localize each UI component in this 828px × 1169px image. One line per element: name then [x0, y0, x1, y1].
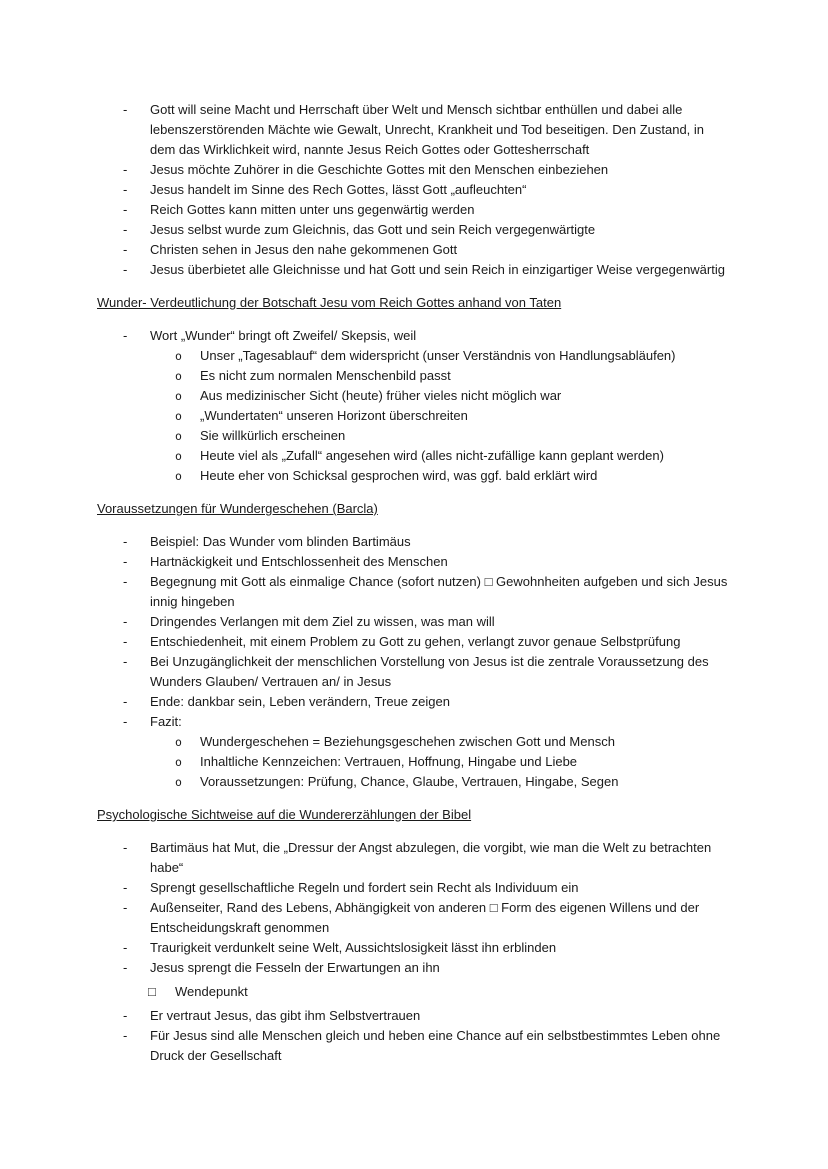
item-text: Sprengt gesellschaftliche Regeln und fordert sein Recht als Individuum ein: [150, 880, 579, 895]
item-text: Christen sehen in Jesus den nahe gekommenen Gott: [150, 242, 458, 257]
list-item: [97, 346, 730, 366]
bullet-marker: -: [123, 654, 128, 669]
item-text: Reich Gottes kann mitten unter uns gegenwärtig werden: [150, 202, 475, 217]
list-item: [97, 982, 730, 1002]
bullet-marker: -: [123, 162, 128, 177]
list-item: [97, 386, 730, 406]
list-item: [97, 838, 730, 878]
list-item: [97, 938, 730, 958]
item-text: Unser „Tagesablauf“ dem widerspricht (unser Verständnis von Handlungsabläufen): [200, 348, 676, 363]
item-text: Bartimäus hat Mut, die „Dressur der Angst abzulegen, die vorgibt, wie man die Welt zu betrachten habe“: [150, 840, 712, 875]
list-item: [97, 652, 730, 692]
item-text: Außenseiter, Rand des Lebens, Abhängigkeit von anderen □ Form des eigenen Willens und der Entscheidungskraft genommen: [150, 900, 700, 935]
bullet-marker: o: [175, 735, 182, 749]
list-item: [97, 532, 730, 552]
list-item: [97, 200, 730, 220]
list-item: [97, 220, 730, 240]
item-text: Jesus sprengt die Fesseln der Erwartungen an ihn: [150, 960, 440, 975]
list-item: [97, 260, 730, 280]
item-text: Ende: dankbar sein, Leben verändern, Treue zeigen: [150, 694, 450, 709]
list-item: [97, 160, 730, 180]
section-heading: [97, 499, 730, 519]
bullet-marker: -: [123, 694, 128, 709]
list-item: [97, 446, 730, 466]
list-item: [97, 1006, 730, 1026]
item-text: Jesus überbietet alle Gleichnisse und hat Gott und sein Reich in einzigartiger Weise vergegenwärtig: [150, 262, 725, 277]
list-item: [97, 1026, 730, 1066]
bullet-marker: o: [175, 429, 182, 443]
bullet-marker: o: [175, 409, 182, 423]
bullet-marker: -: [123, 614, 128, 629]
bullet-marker: -: [123, 900, 128, 915]
bullet-marker: -: [123, 262, 128, 277]
list-item: [97, 878, 730, 898]
list-item: [97, 240, 730, 260]
bullet-marker: o: [175, 389, 182, 403]
section-heading: [97, 293, 730, 313]
item-text: Hartnäckigkeit und Entschlossenheit des Menschen: [150, 554, 448, 569]
list-item: [97, 326, 730, 346]
bullet-marker: -: [123, 328, 128, 343]
bullet-marker: -: [123, 102, 128, 117]
list-item: [97, 366, 730, 386]
bullet-marker: o: [175, 369, 182, 383]
section-heading: [97, 805, 730, 825]
bullet-marker: -: [123, 960, 128, 975]
item-text: Begegnung mit Gott als einmalige Chance (sofort nutzen) □ Gewohnheiten aufgeben und sich Jesus innig hingeben: [150, 574, 728, 609]
bullet-marker: o: [175, 349, 182, 363]
bullet-marker: o: [175, 449, 182, 463]
list-item: [97, 552, 730, 572]
item-text: Er vertraut Jesus, das gibt ihm Selbstvertrauen: [150, 1008, 421, 1023]
item-text: Entschiedenheit, mit einem Problem zu Gott zu gehen, verlangt zuvor genaue Selbstprüfung: [150, 634, 681, 649]
list-item: [97, 180, 730, 200]
list-item: [97, 406, 730, 426]
bullet-marker: -: [123, 182, 128, 197]
item-text: Wundergeschehen = Beziehungsgeschehen zwischen Gott und Mensch: [200, 734, 615, 749]
bullet-marker: -: [123, 554, 128, 569]
bullet-marker: o: [175, 775, 182, 789]
bullet-marker: -: [123, 1008, 128, 1023]
item-text: Wort „Wunder“ bringt oft Zweifel/ Skepsis, weil: [150, 328, 417, 343]
item-text: Sie willkürlich erscheinen: [200, 428, 346, 443]
item-text: Jesus handelt im Sinne des Rech Gottes, lässt Gott „aufleuchten“: [150, 182, 527, 197]
bullet-marker: o: [175, 469, 182, 483]
item-text: Inhaltliche Kennzeichen: Vertrauen, Hoffnung, Hingabe und Liebe: [200, 754, 578, 769]
section-heading-text: Wunder- Verdeutlichung der Botschaft Jesu vom Reich Gottes anhand von Taten: [97, 295, 562, 310]
bullet-marker: -: [123, 202, 128, 217]
list-item: [97, 572, 730, 612]
item-text: „Wundertaten“ unseren Horizont überschreiten: [200, 408, 468, 423]
list-item: [97, 632, 730, 652]
bullet-marker: -: [123, 242, 128, 257]
item-text: Bei Unzugänglichkeit der menschlichen Vorstellung von Jesus ist die zentrale Voraussetzung des Wunders Glauben/ Vertrauen an/ in Jesus: [150, 654, 709, 689]
item-text: Heute viel als „Zufall“ angesehen wird (alles nicht-zufällige kann geplant werden): [200, 448, 664, 463]
bullet-marker: -: [123, 1028, 128, 1043]
item-text: Es nicht zum normalen Menschenbild passt: [200, 368, 451, 383]
bullet-marker: -: [123, 880, 128, 895]
item-text: Aus medizinischer Sicht (heute) früher vieles nicht möglich war: [200, 388, 562, 403]
item-text: Dringendes Verlangen mit dem Ziel zu wissen, was man will: [150, 614, 495, 629]
item-text: Heute eher von Schicksal gesprochen wird, was ggf. bald erklärt wird: [200, 468, 598, 483]
item-text: Fazit:: [150, 714, 182, 729]
item-text: Gott will seine Macht und Herrschaft über Welt und Mensch sichtbar enthüllen und dabei alle lebenszerstörenden Mächte wie Gewalt, Unrecht, Krankheit und Tod beseitigen. Den Zustand, in dem das Wirklichkeit wird, nannte Jesus Reich Gottes oder Gottesherrschaft: [150, 102, 705, 157]
section-heading-text: Psychologische Sichtweise auf die Wundererzählungen der Bibel: [97, 807, 472, 822]
item-text: Wendepunkt: [175, 984, 248, 999]
list-item: [97, 100, 730, 160]
document-content: [97, 100, 730, 1066]
bullet-marker: -: [123, 840, 128, 855]
item-text: Beispiel: Das Wunder vom blinden Bartimäus: [150, 534, 411, 549]
list-item: [97, 692, 730, 712]
bullet-marker: -: [123, 534, 128, 549]
section-heading-text: Voraussetzungen für Wundergeschehen (Barcla): [97, 501, 378, 516]
list-item: [97, 426, 730, 446]
item-text: Voraussetzungen: Prüfung, Chance, Glaube, Vertrauen, Hingabe, Segen: [200, 774, 619, 789]
bullet-marker: -: [123, 714, 128, 729]
bullet-marker: -: [123, 574, 128, 589]
bullet-marker: -: [123, 940, 128, 955]
list-item: [97, 752, 730, 772]
item-text: Traurigkeit verdunkelt seine Welt, Aussichtslosigkeit lässt ihn erblinden: [150, 940, 557, 955]
list-item: [97, 466, 730, 486]
list-item: [97, 772, 730, 792]
item-text: Jesus möchte Zuhörer in die Geschichte Gottes mit den Menschen einbeziehen: [150, 162, 609, 177]
list-item: [97, 732, 730, 752]
list-item: [97, 898, 730, 938]
bullet-marker: □: [148, 984, 156, 999]
bullet-marker: o: [175, 755, 182, 769]
item-text: Für Jesus sind alle Menschen gleich und heben eine Chance auf ein selbstbestimmtes Leben ohne Druck der Gesellschaft: [150, 1028, 721, 1063]
item-text: Jesus selbst wurde zum Gleichnis, das Gott und sein Reich vergegenwärtigte: [150, 222, 596, 237]
bullet-marker: -: [123, 222, 128, 237]
bullet-marker: -: [123, 634, 128, 649]
list-item: [97, 612, 730, 632]
list-item: [97, 958, 730, 978]
list-item: [97, 712, 730, 732]
